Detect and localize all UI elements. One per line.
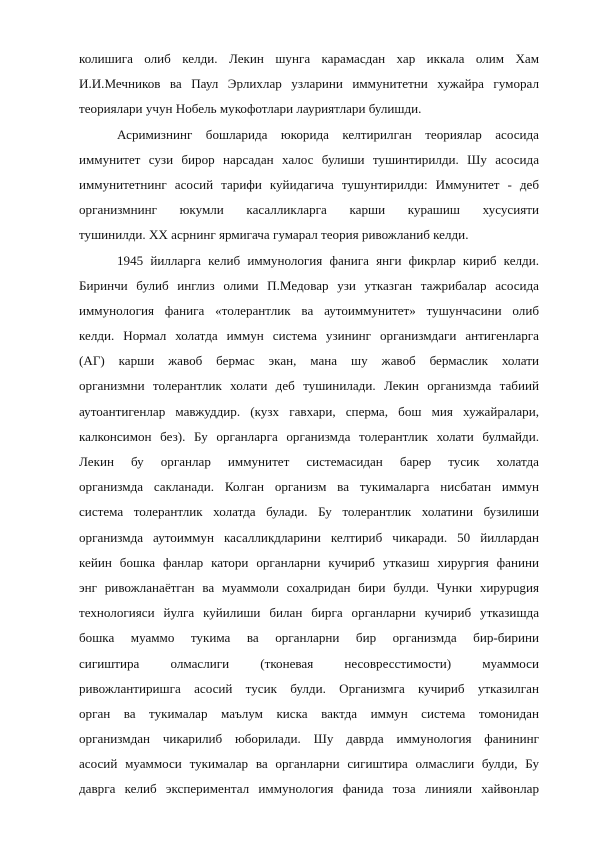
- text-line: аутоантигенлар мавжуддир. (кузх гавхари, сперма, бош мия хужайралари,: [79, 403, 539, 419]
- text-line: бошка муаммо тукима ва органларни бир организмда бир-бирини: [79, 630, 539, 646]
- text-line: иммунитетнинг асосий тарифи куйидагича тушунтирилди: Иммунитет - деб: [79, 176, 539, 192]
- text-line: Асримизнинг бошларида юкорида келтирилган теориялар асосида: [117, 126, 539, 142]
- text-line: келди. Нормал холатда иммун система узининг организмдаги антигенларга: [79, 328, 539, 344]
- text-line: иммунитет сузи бирор нарсадан халос булиши тушинтирилди. Шу асосида: [79, 151, 539, 167]
- text-line: организмнинг юкумли касалликларга карши курашиш хусусияти: [79, 202, 539, 218]
- text-line: (АГ) карши жавоб бермас экан, мана шу жавоб бермаслик холати: [79, 353, 539, 369]
- text-line: сигиштира олмаслиги (тконевая несовресстимости) муаммоси: [79, 655, 539, 671]
- text-line: даврга келиб экспериментал иммунология фанида тоза линияли хайвонлар: [79, 781, 539, 797]
- text-line: И.И.Мечников ва Паул Эрлихлар узларини иммунитетни хужайра гуморал: [79, 76, 539, 92]
- text-line: энг ривожланаётган ва муаммоли сохалридан бири булди. Чунки хирурugия: [79, 579, 539, 595]
- text-line: ривожлантиришга асосий тусик булди. Организмга кучириб утказилган: [79, 680, 539, 696]
- text-line: колишига олиб келди. Лекин шунга карамасдан хар иккала олим Хам: [79, 51, 539, 66]
- text-line: организмда аутоиммун касалликдларини келтириб чикаради. 50 йиллардан: [79, 529, 539, 545]
- text-line: организмдан чикарилиб юборилади. Шу даврда иммунология фанининг: [79, 731, 539, 747]
- text-line: орган ва тукималар маълум киска вактда иммун система томонидан: [79, 705, 539, 721]
- text-line: кейин бошка фанлар катори органларни кучириб утказиш хирургия фанини: [79, 554, 539, 570]
- text-line: асосий муаммоси тукималар ва органларни сигиштира олмаслиги булди, Бу: [79, 756, 539, 772]
- text-line: система толерантлик холатда булади. Бу толерантлик холатини бузилиши: [79, 504, 539, 520]
- text-line: организмда сакланади. Колган организм ва тукималарга нисбатан иммун: [79, 479, 539, 495]
- body-text: [79, 46, 539, 802]
- document-page: [79, 46, 539, 802]
- text-line: организмни толерантлик холати деб тушинилади. Лекин организмда табиий: [79, 378, 539, 394]
- text-line: калконсимон без). Бу органларга организмда толерантлик холати булмайди.: [79, 428, 539, 444]
- text-line: 1945 йилларга келиб иммунология фанига янги фикрлар кириб келди.: [117, 252, 539, 268]
- text-line: иммунология фанига «толерантлик ва аутоиммунитет» тушунчасини олиб: [79, 302, 539, 318]
- text-line: Биринчи булиб инглиз олими П.Медовар узи утказган тажрибалар асосида: [79, 277, 539, 293]
- text-line: Лекин бу органлар иммунитет системасидан барер тусик холатда: [79, 454, 539, 469]
- text-line: технологияси йулга куйилиши билан бирга органларни кучириб утказишда: [79, 605, 539, 621]
- text-line: тушинилди. XX асрнинг ярмигача гумарал теория ривожланиб келди.: [79, 227, 469, 243]
- text-line: теориялари учун Нобель мукофотлари лауриятлари булишди.: [79, 101, 422, 117]
